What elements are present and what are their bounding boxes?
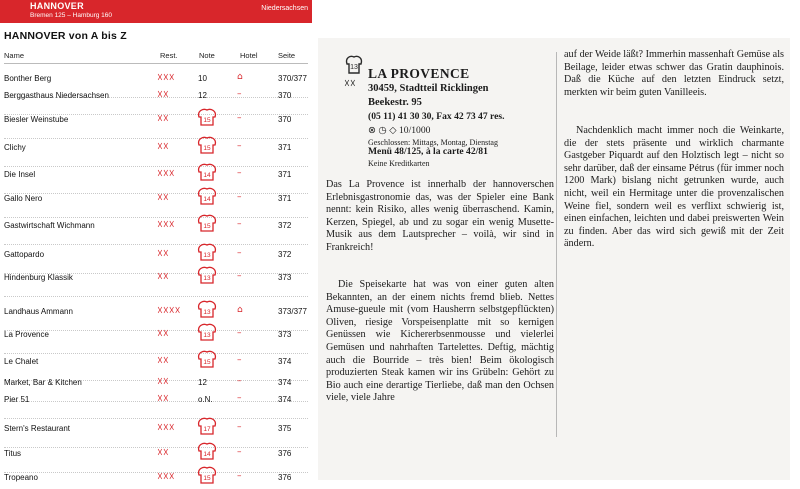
review-paragraph-3: auf der Weide läßt? Immerhin massenhaft Gemüse als Beilage, leider etwas schwer das Gratin dauphinois. Daß die Küche auf den letzten Eindruck setzt, merkten wir beim guten Vanilleeis.	[564, 49, 784, 98]
list-item	[0, 112, 312, 139]
list-item	[0, 167, 312, 194]
chef-rating-icon: ☓☓	[157, 392, 169, 405]
restaurant-guide-panel	[0, 0, 312, 489]
page-number: 375	[278, 424, 292, 433]
header-divider	[4, 63, 308, 64]
street: Beekestr. 95	[368, 97, 422, 108]
hotel-indicator: –	[237, 248, 242, 258]
svg-text:14: 14	[203, 172, 211, 179]
row-divider	[4, 166, 308, 167]
hotel-indicator: –	[237, 113, 242, 123]
region-label: Niedersachsen	[261, 5, 308, 12]
chef-icon: ☓☓	[344, 77, 356, 90]
svg-text:15: 15	[203, 475, 211, 482]
toque-rating-icon	[195, 214, 219, 239]
toque-rating-icon	[195, 266, 219, 291]
restaurant-name: LA PROVENCE	[368, 66, 470, 81]
toque-rating-icon	[195, 466, 219, 489]
restaurant-name: Stern's Restaurant	[4, 424, 71, 433]
hotel-indicator: –	[237, 376, 242, 386]
column-divider	[556, 52, 557, 437]
restaurant-name: Market, Bar & Kitchen	[4, 378, 82, 387]
chef-rating-icon: ☓☓☓	[157, 470, 175, 483]
page-number: 374	[278, 378, 292, 387]
hotel-indicator: –	[237, 141, 242, 151]
hotel-indicator: –	[237, 219, 242, 229]
list-item	[0, 304, 312, 331]
toque-rating-icon	[195, 417, 219, 442]
review-paragraph-4: Nachdenklich macht immer noch die Weinkarte, die der stets präsente und wirklich charmante Gastgeber Piquardt auf den Holztisch legt – nicht so sehr darüber, daß der einsame Pétrus (für immer noch 1200 Mark) bislang nicht getrunken wurde, auch nicht, weil ein Hermitage unter die provenzalischen Weine fiel, sondern weil es verflixt schwierig ist, einen einfachen, leichten und dabei preiswerten Wein zu finden. Aber das wird sich gewiß mit der Zeit ändern.	[564, 125, 784, 250]
hotel-indicator: –	[237, 271, 242, 281]
chef-rating-icon: ☓☓	[157, 88, 169, 101]
svg-text:13: 13	[203, 275, 211, 282]
column-header-rest: Rest.	[160, 51, 178, 60]
page-number: 372	[278, 250, 292, 259]
closing-days: Geschlossen: Mittags, Montag, Dienstag	[368, 138, 498, 147]
page-number: 376	[278, 449, 292, 458]
restaurant-name: Gallo Nero	[4, 194, 43, 203]
chef-rating-icon: ☓☓	[157, 112, 169, 125]
svg-text:15: 15	[203, 223, 211, 230]
list-item	[0, 392, 312, 419]
payment-note: Keine Kreditkarten	[368, 159, 430, 168]
chef-rating-icon: ☓☓	[157, 140, 169, 153]
city-title: HANNOVER	[30, 1, 84, 11]
restaurant-name: Titus	[4, 449, 22, 458]
distance-info: Bremen 125 – Hamburg 160	[30, 12, 113, 19]
page-number: 371	[278, 194, 292, 203]
row-divider	[4, 353, 308, 354]
restaurant-name: Gastwirtschaft Wichmann	[4, 221, 95, 230]
restaurant-name: Clichy	[4, 143, 26, 152]
page-number: 374	[278, 395, 292, 404]
chef-rating-icon: ☓☓	[157, 247, 169, 260]
hotel-indicator: –	[237, 422, 242, 432]
chef-rating-icon: ☓☓	[157, 270, 169, 283]
list-item	[0, 421, 312, 448]
svg-text:13: 13	[203, 332, 211, 339]
menu-prices: Menü 48/125, à la carte 42/81	[368, 146, 488, 157]
restaurant-name: Berggasthaus Niedersachsen	[4, 91, 109, 100]
page-number: 371	[278, 143, 292, 152]
chef-rating-icon: ☓☓☓☓	[157, 304, 181, 317]
hotel-indicator: ⌂	[237, 305, 243, 315]
page-number: 370/377	[278, 74, 307, 83]
row-divider	[4, 217, 308, 218]
hotel-indicator: –	[237, 192, 242, 202]
hotel-indicator: –	[237, 393, 242, 403]
row-divider	[4, 138, 308, 139]
rating-icons: ⊗ ◷ ◇ 10/1000	[368, 125, 431, 136]
chef-rating-icon: ☓☓	[157, 191, 169, 204]
restaurant-name: Pier 51	[4, 395, 30, 404]
restaurant-name: Hindenburg Klassik	[4, 273, 73, 282]
note-value: o.N.	[198, 395, 213, 404]
hotel-indicator: –	[237, 328, 242, 338]
list-item	[0, 88, 312, 115]
restaurant-name: Bonther Berg	[4, 74, 52, 83]
row-divider	[4, 296, 308, 297]
toque-rating-icon	[195, 442, 219, 467]
page-number: 374	[278, 357, 292, 366]
toque-rating-icon	[195, 187, 219, 212]
list-item	[0, 446, 312, 473]
review-clipping	[318, 38, 790, 480]
note-value: 10	[198, 74, 207, 83]
column-header-name: Name	[4, 51, 25, 60]
column-header-page: Seite	[278, 51, 296, 60]
list-item	[0, 247, 312, 274]
hotel-indicator: ⌂	[237, 72, 243, 82]
svg-text:13: 13	[203, 252, 211, 259]
svg-text:14: 14	[203, 196, 211, 203]
page-number: 371	[278, 170, 292, 179]
page-number: 373	[278, 330, 292, 339]
row-divider	[4, 418, 308, 419]
chef-rating-icon: ☓☓☓	[157, 218, 175, 231]
svg-text:17: 17	[203, 426, 211, 433]
svg-text:14: 14	[203, 451, 211, 458]
row-divider	[4, 244, 308, 245]
toque-rating-icon	[195, 350, 219, 375]
hotel-indicator: –	[237, 355, 242, 365]
svg-text:15: 15	[203, 359, 211, 366]
phone: (05 11) 41 30 30, Fax 42 73 47 res.	[368, 111, 505, 122]
review-paragraph-2: Die Speisekarte hat was von einer guten alten Bekannten, an der einem nichts fremd blieb. Nettes Amuse-gueule mit (vom Hausherrn selbstgepflückten) Oliven, riesige Vorspeisenplatte mit so kernigen Genüssen wie Kichererbsenmousse und vielerlei Gemüsen und nahrhaften Tartelettes. Deftig, mächtig auch die Bourride – très bien! Beim ökologisch produzierten Steak kamen wir ins Grübeln: Gehört zu Bio auch eine derartige Tierliebe, daß man den Ochsen viele, viele Jahre	[326, 279, 554, 404]
svg-text:13: 13	[350, 64, 358, 71]
list-item	[0, 218, 312, 245]
svg-text:15: 15	[203, 145, 211, 152]
restaurant-name: Biesler Weinstube	[4, 115, 69, 124]
header-band	[0, 0, 312, 23]
svg-text:13: 13	[203, 309, 211, 316]
hotel-indicator: –	[237, 447, 242, 457]
restaurant-name: La Provence	[4, 330, 49, 339]
guide-title: HANNOVER von A bis Z	[4, 30, 127, 42]
restaurant-name: Die Insel	[4, 170, 36, 179]
restaurant-name: Tropeano	[4, 473, 38, 482]
row-divider	[4, 447, 308, 448]
chef-rating-icon: ☓☓	[157, 354, 169, 367]
column-header-hotel: Hotel	[240, 51, 258, 60]
toque-rating-icon	[195, 163, 219, 188]
toque-rating-icon	[195, 243, 219, 268]
chef-rating-icon: ☓☓	[157, 327, 169, 340]
note-value: 12	[198, 378, 207, 387]
page-number: 373/377	[278, 307, 307, 316]
hotel-indicator: –	[237, 168, 242, 178]
list-item	[0, 140, 312, 167]
toque-rating-icon	[195, 323, 219, 348]
toque-rating-icon	[195, 300, 219, 325]
chef-rating-icon: ☓☓☓	[157, 421, 175, 434]
page-number: 370	[278, 91, 292, 100]
svg-text:15: 15	[203, 117, 211, 124]
chef-rating-icon: ☓☓	[157, 375, 169, 388]
page-number: 373	[278, 273, 292, 282]
toque-rating-icon	[195, 108, 219, 133]
page-number: 370	[278, 115, 292, 124]
address: 30459, Stadtteil Ricklingen	[368, 83, 489, 94]
page-number: 372	[278, 221, 292, 230]
chef-rating-icon: ☓☓☓	[157, 71, 175, 84]
list-item	[0, 270, 312, 297]
list-item	[0, 191, 312, 218]
note-value: 12	[198, 91, 207, 100]
restaurant-name: Gattopardo	[4, 250, 45, 259]
chef-rating-icon: ☓☓	[157, 446, 169, 459]
column-header-note: Note	[199, 51, 215, 60]
page-number: 376	[278, 473, 292, 482]
restaurant-name: Landhaus Ammann	[4, 307, 73, 316]
list-item	[0, 470, 312, 489]
hotel-indicator: –	[237, 471, 242, 481]
toque-rating-icon	[195, 136, 219, 161]
chef-rating-icon: ☓☓☓	[157, 167, 175, 180]
restaurant-name: Le Chalet	[4, 357, 39, 366]
review-paragraph-1: Das La Provence ist innerhalb der hannoverschen Erlebnisgastronomie das, was der Spieler eine Bank nennt: kein Risiko, alles wenig überraschend. Kamin, Kerzen, Spiegel, ab und zu sogar ein wenig Musette-Musik aus dem Lautsprecher – voilà, wir sind in Frankreich!	[326, 179, 554, 253]
hotel-indicator: –	[237, 89, 242, 99]
list-item	[0, 327, 312, 354]
